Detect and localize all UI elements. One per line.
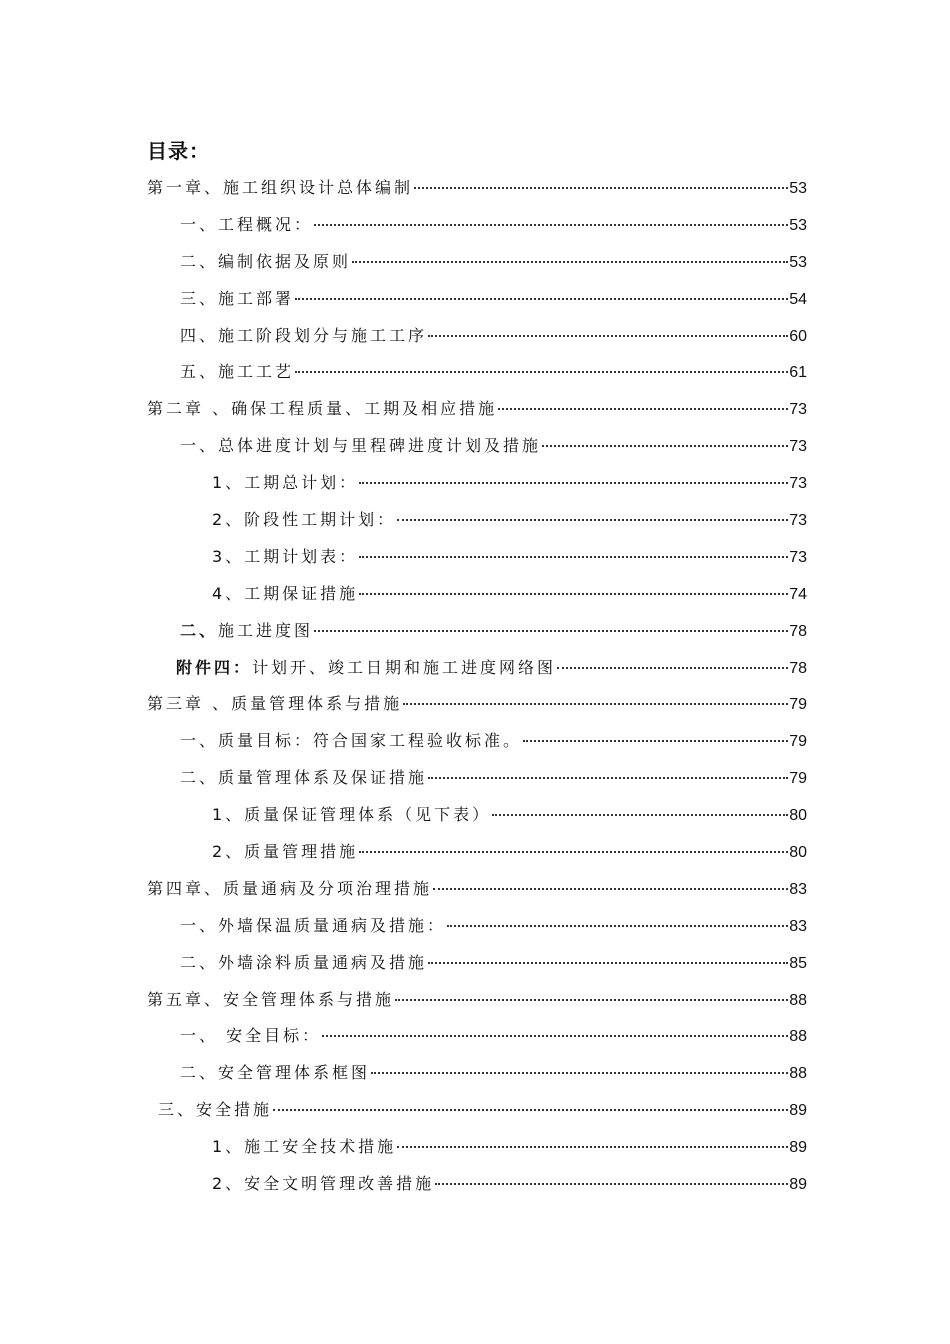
toc-page-number: 89 <box>789 1139 807 1157</box>
toc-entry-title-text: 1、工期总计划： <box>212 473 359 493</box>
toc-entry-title-bold: 附件四： <box>176 657 253 677</box>
toc-page-number: 88 <box>789 991 807 1009</box>
toc-entry-title <box>180 428 541 465</box>
toc-entry-title-text: 计划开、竣工日期和施工进度网络图 <box>252 657 557 677</box>
toc-page-number: 79 <box>789 696 807 714</box>
toc-dot-leader <box>433 887 788 890</box>
toc-entry-title-text: 一、总体进度计划与里程碑进度计划及措施 <box>180 436 542 456</box>
toc-entry-title <box>180 723 522 760</box>
toc-entry-title-text: 1、施工安全技术措施 <box>212 1137 397 1157</box>
toc-dot-leader <box>428 776 788 779</box>
toc-entry-title-text: 四、施工阶段划分与施工工序 <box>180 325 428 345</box>
toc-entry[interactable] <box>0 613 950 650</box>
toc-page-number: 80 <box>789 807 807 825</box>
toc-page-number: 78 <box>789 622 807 640</box>
toc-page-number: 85 <box>789 954 807 972</box>
toc-entry[interactable] <box>0 650 950 687</box>
toc-dot-leader <box>395 998 788 1001</box>
toc-dot-leader <box>447 924 788 927</box>
toc-entry-title <box>180 281 294 318</box>
toc-entry-title-text: 二、外墙涂料质量通病及措施 <box>180 952 428 972</box>
toc-entry[interactable] <box>0 502 950 539</box>
toc-entry-title <box>212 465 358 502</box>
toc-page-number: 73 <box>789 512 807 530</box>
toc-entry-title-text: 二、编制依据及原则 <box>180 251 352 271</box>
toc-dot-leader <box>397 518 788 521</box>
toc-dot-leader <box>397 1145 788 1148</box>
toc-dot-leader <box>295 297 788 300</box>
toc-entry-title-text: 一、质量目标：符合国家工程验收标准。 <box>180 731 523 751</box>
toc-entry-title-text: 五、施工工艺 <box>180 362 295 382</box>
toc-entry-title <box>180 1055 370 1092</box>
toc-page-number: 74 <box>789 585 807 603</box>
toc-dot-leader <box>295 370 788 373</box>
toc-entry-title-text: 一、外墙保温质量通病及措施： <box>180 915 447 935</box>
toc-entry-title <box>147 391 497 428</box>
toc-entry-title <box>180 945 427 982</box>
toc-entry-title-text: 1、质量保证管理体系（见下表） <box>212 805 492 825</box>
toc-entry-title-text: 三、安全措施 <box>158 1100 273 1120</box>
toc-entry-title-text: 3、工期计划表： <box>212 546 359 566</box>
toc-entry-title-text: 第四章、质量通病及分项治理措施 <box>147 878 433 898</box>
toc-entry-title <box>212 502 396 539</box>
toc-page-number: 53 <box>789 216 807 234</box>
toc-page-number: 88 <box>789 1028 807 1046</box>
toc-dot-leader <box>359 592 788 595</box>
toc-entry-title <box>180 244 351 281</box>
table-of-contents <box>0 170 950 1203</box>
toc-entry[interactable] <box>0 1018 950 1055</box>
toc-entry[interactable] <box>0 982 950 1019</box>
toc-entry-title-text: 4、工期保证措施 <box>212 583 359 603</box>
toc-page-number: 88 <box>789 1065 807 1083</box>
toc-page-number: 83 <box>789 917 807 935</box>
toc-entry[interactable] <box>0 244 950 281</box>
toc-entry-title <box>147 686 402 723</box>
toc-entry[interactable] <box>0 945 950 982</box>
toc-dot-leader <box>542 444 788 447</box>
toc-entry[interactable] <box>0 1055 950 1092</box>
toc-entry-title-text: 2、质量管理措施 <box>212 842 359 862</box>
toc-dot-leader <box>314 223 788 226</box>
toc-entry[interactable] <box>0 170 950 207</box>
toc-entry[interactable] <box>0 281 950 318</box>
toc-entry[interactable] <box>0 391 950 428</box>
toc-entry-title <box>180 908 446 945</box>
toc-entry[interactable] <box>0 576 950 613</box>
toc-page-number: 54 <box>789 290 807 308</box>
toc-entry[interactable] <box>0 1092 950 1129</box>
toc-dot-leader <box>428 334 788 337</box>
toc-page-number: 53 <box>789 180 807 197</box>
toc-page-number: 80 <box>789 844 807 862</box>
toc-entry-title-text: 第二章 、确保工程质量、工期及相应措施 <box>147 399 498 419</box>
toc-entry-title-text: 二、安全管理体系框图 <box>180 1063 371 1083</box>
toc-dot-leader <box>498 407 788 410</box>
toc-page-number: 53 <box>789 253 807 271</box>
toc-entry[interactable] <box>0 354 950 391</box>
toc-entry[interactable] <box>0 1129 950 1166</box>
toc-entry-title-text: 2、阶段性工期计划： <box>212 510 397 530</box>
toc-page-number: 78 <box>789 659 807 677</box>
toc-page-number: 73 <box>789 438 807 456</box>
toc-page-number: 73 <box>789 548 807 566</box>
toc-entry-title <box>212 1129 396 1166</box>
toc-dot-leader <box>414 186 788 189</box>
toc-dot-leader <box>359 481 788 484</box>
toc-dot-leader <box>322 1034 788 1037</box>
toc-page-number: 60 <box>789 327 807 345</box>
toc-dot-leader <box>314 629 788 632</box>
toc-entry-title <box>147 982 394 1019</box>
toc-entry-title <box>180 613 313 650</box>
toc-entry-title <box>180 354 294 391</box>
toc-dot-leader <box>359 555 788 558</box>
toc-heading: 目录： <box>147 139 210 163</box>
toc-entry[interactable] <box>0 539 950 576</box>
toc-entry-title <box>180 207 313 244</box>
toc-dot-leader <box>523 739 788 742</box>
toc-entry-title <box>176 650 556 687</box>
toc-entry-title-text: 三、施工部署 <box>180 288 295 308</box>
toc-dot-leader <box>492 813 788 816</box>
toc-entry-title-text: 第五章、安全管理体系与措施 <box>147 989 395 1009</box>
toc-entry-title-text: 一、工程概况： <box>180 214 314 234</box>
toc-entry-title-bold: 二、 <box>180 620 219 640</box>
toc-dot-leader <box>273 1108 788 1111</box>
toc-entry-title <box>180 760 427 797</box>
toc-entry-title <box>147 871 432 908</box>
toc-page-number: 89 <box>789 1176 807 1194</box>
toc-dot-leader <box>371 1071 788 1074</box>
toc-entry-title <box>212 797 491 834</box>
toc-page-number: 83 <box>789 880 807 898</box>
toc-entry-title-text: 第三章 、质量管理体系与措施 <box>147 694 403 714</box>
toc-entry[interactable] <box>0 834 950 871</box>
toc-entry-title <box>180 1018 321 1055</box>
toc-entry-title <box>180 318 427 355</box>
toc-entry[interactable] <box>0 465 950 502</box>
toc-dot-leader <box>428 961 788 964</box>
toc-entry-title-text: 一、 安全目标： <box>180 1026 322 1046</box>
toc-page-number: 61 <box>789 364 807 382</box>
toc-entry[interactable] <box>0 318 950 355</box>
toc-entry[interactable] <box>0 207 950 244</box>
toc-entry[interactable] <box>0 723 950 760</box>
toc-entry-title <box>212 576 358 613</box>
toc-entry[interactable] <box>0 908 950 945</box>
toc-dot-leader <box>435 1182 788 1185</box>
toc-entry-title-text: 第一章、施工组织设计总体编制 <box>147 178 414 197</box>
toc-page-number: 79 <box>789 770 807 788</box>
toc-entry[interactable] <box>0 686 950 723</box>
toc-dot-leader <box>359 850 788 853</box>
toc-entry[interactable] <box>0 1166 950 1203</box>
toc-entry[interactable] <box>0 871 950 908</box>
toc-entry-title-text: 二、质量管理体系及保证措施 <box>180 768 428 788</box>
toc-page-number: 73 <box>789 401 807 419</box>
toc-dot-leader <box>403 702 788 705</box>
toc-dot-leader <box>557 666 788 669</box>
toc-entry-title <box>212 834 358 871</box>
toc-entry-title <box>212 1166 434 1203</box>
toc-page-number: 79 <box>789 733 807 751</box>
toc-page-number: 89 <box>789 1102 807 1120</box>
toc-entry[interactable] <box>0 760 950 797</box>
toc-page-number: 73 <box>789 475 807 493</box>
toc-entry-title <box>212 539 358 576</box>
toc-dot-leader <box>352 260 788 263</box>
toc-entry-title-text: 2、安全文明管理改善措施 <box>212 1174 435 1194</box>
toc-entry[interactable] <box>0 428 950 465</box>
toc-entry-title <box>158 1092 272 1129</box>
toc-entry[interactable] <box>0 797 950 834</box>
toc-entry-title <box>147 170 413 207</box>
toc-entry-title-text: 施工进度图 <box>218 620 314 640</box>
